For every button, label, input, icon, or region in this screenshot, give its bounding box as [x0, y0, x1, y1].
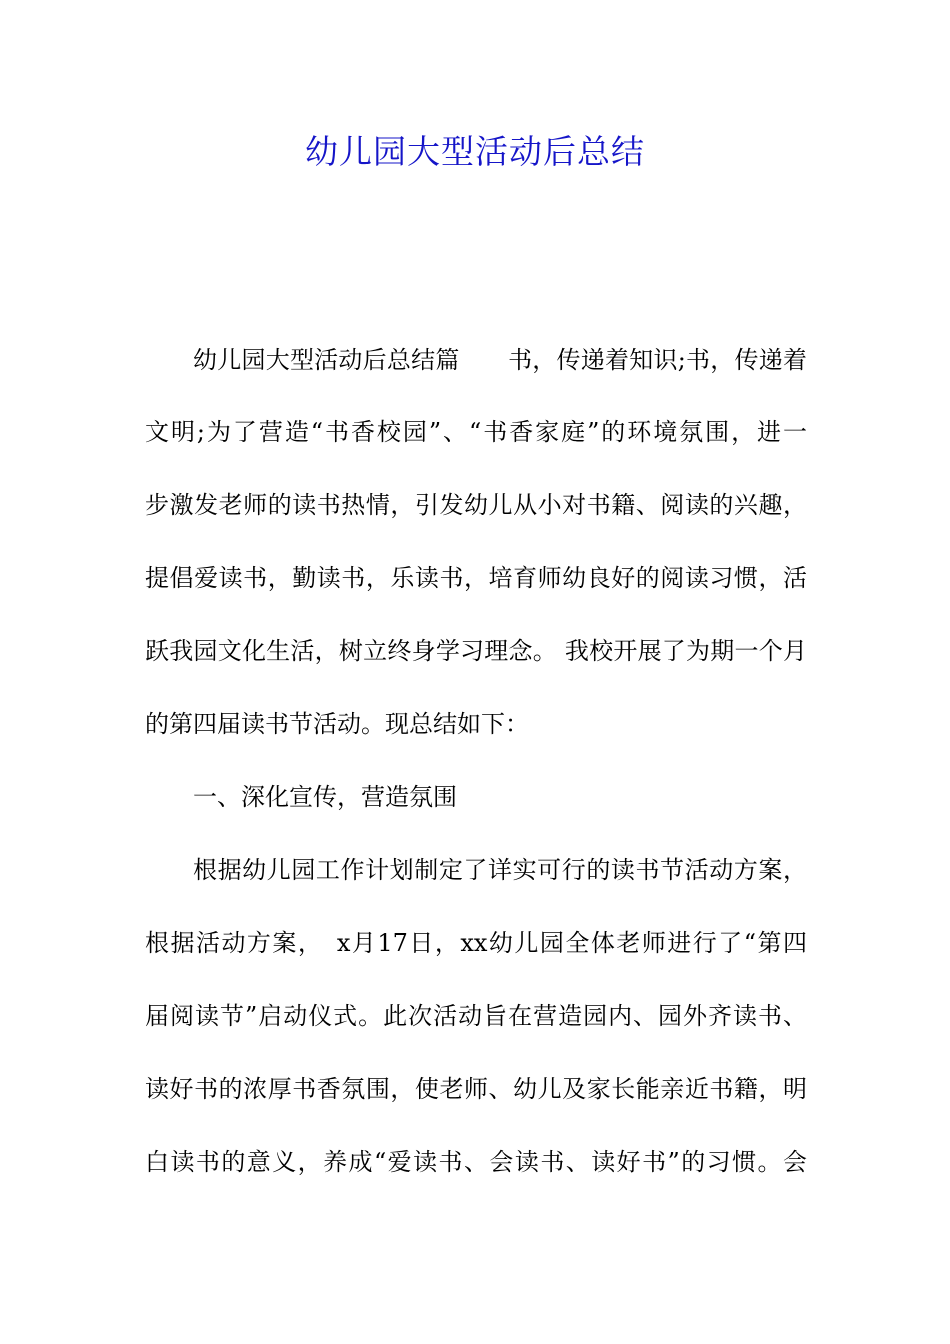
paragraph-line: 根据幼儿园工作计划制定了详实可行的读书节活动方案， [193, 856, 807, 884]
paragraph-line: 届阅读节”启动仪式。此次活动旨在营造园内、园外齐读书、 [145, 1002, 807, 1030]
paragraph-line: 提倡爱读书，勤读书，乐读书，培育师幼良好的阅读习惯，活 [145, 564, 807, 592]
paragraph-line: 的第四届读书节活动。现总结如下： [145, 710, 529, 738]
paragraph-line: 跃我园文化生活，树立终身学习理念。 我校开展了为期一个月 [145, 637, 807, 665]
paragraph-line: 文明;为了营造“书香校园”、“书香家庭”的环境氛围，进一 [145, 418, 807, 446]
paragraph-line: 幼儿园大型活动后总结篇 书，传递着知识;书，传递着 [193, 346, 807, 374]
paragraph-line: 步激发老师的读书热情，引发幼儿从小对书籍、阅读的兴趣， [145, 491, 807, 519]
paragraph-line: 白读书的意义，养成“爱读书、会读书、读好书”的习惯。会 [145, 1148, 807, 1176]
paragraph-line: 根据活动方案， x月17日，xx幼儿园全体老师进行了“第四 [145, 929, 807, 957]
document-title: 幼儿园大型活动后总结 [305, 132, 645, 171]
section-heading: 一、深化宣传，营造氛围 [193, 783, 457, 811]
paragraph-line: 读好书的浓厚书香氛围，使老师、幼儿及家长能亲近书籍，明 [145, 1075, 807, 1103]
